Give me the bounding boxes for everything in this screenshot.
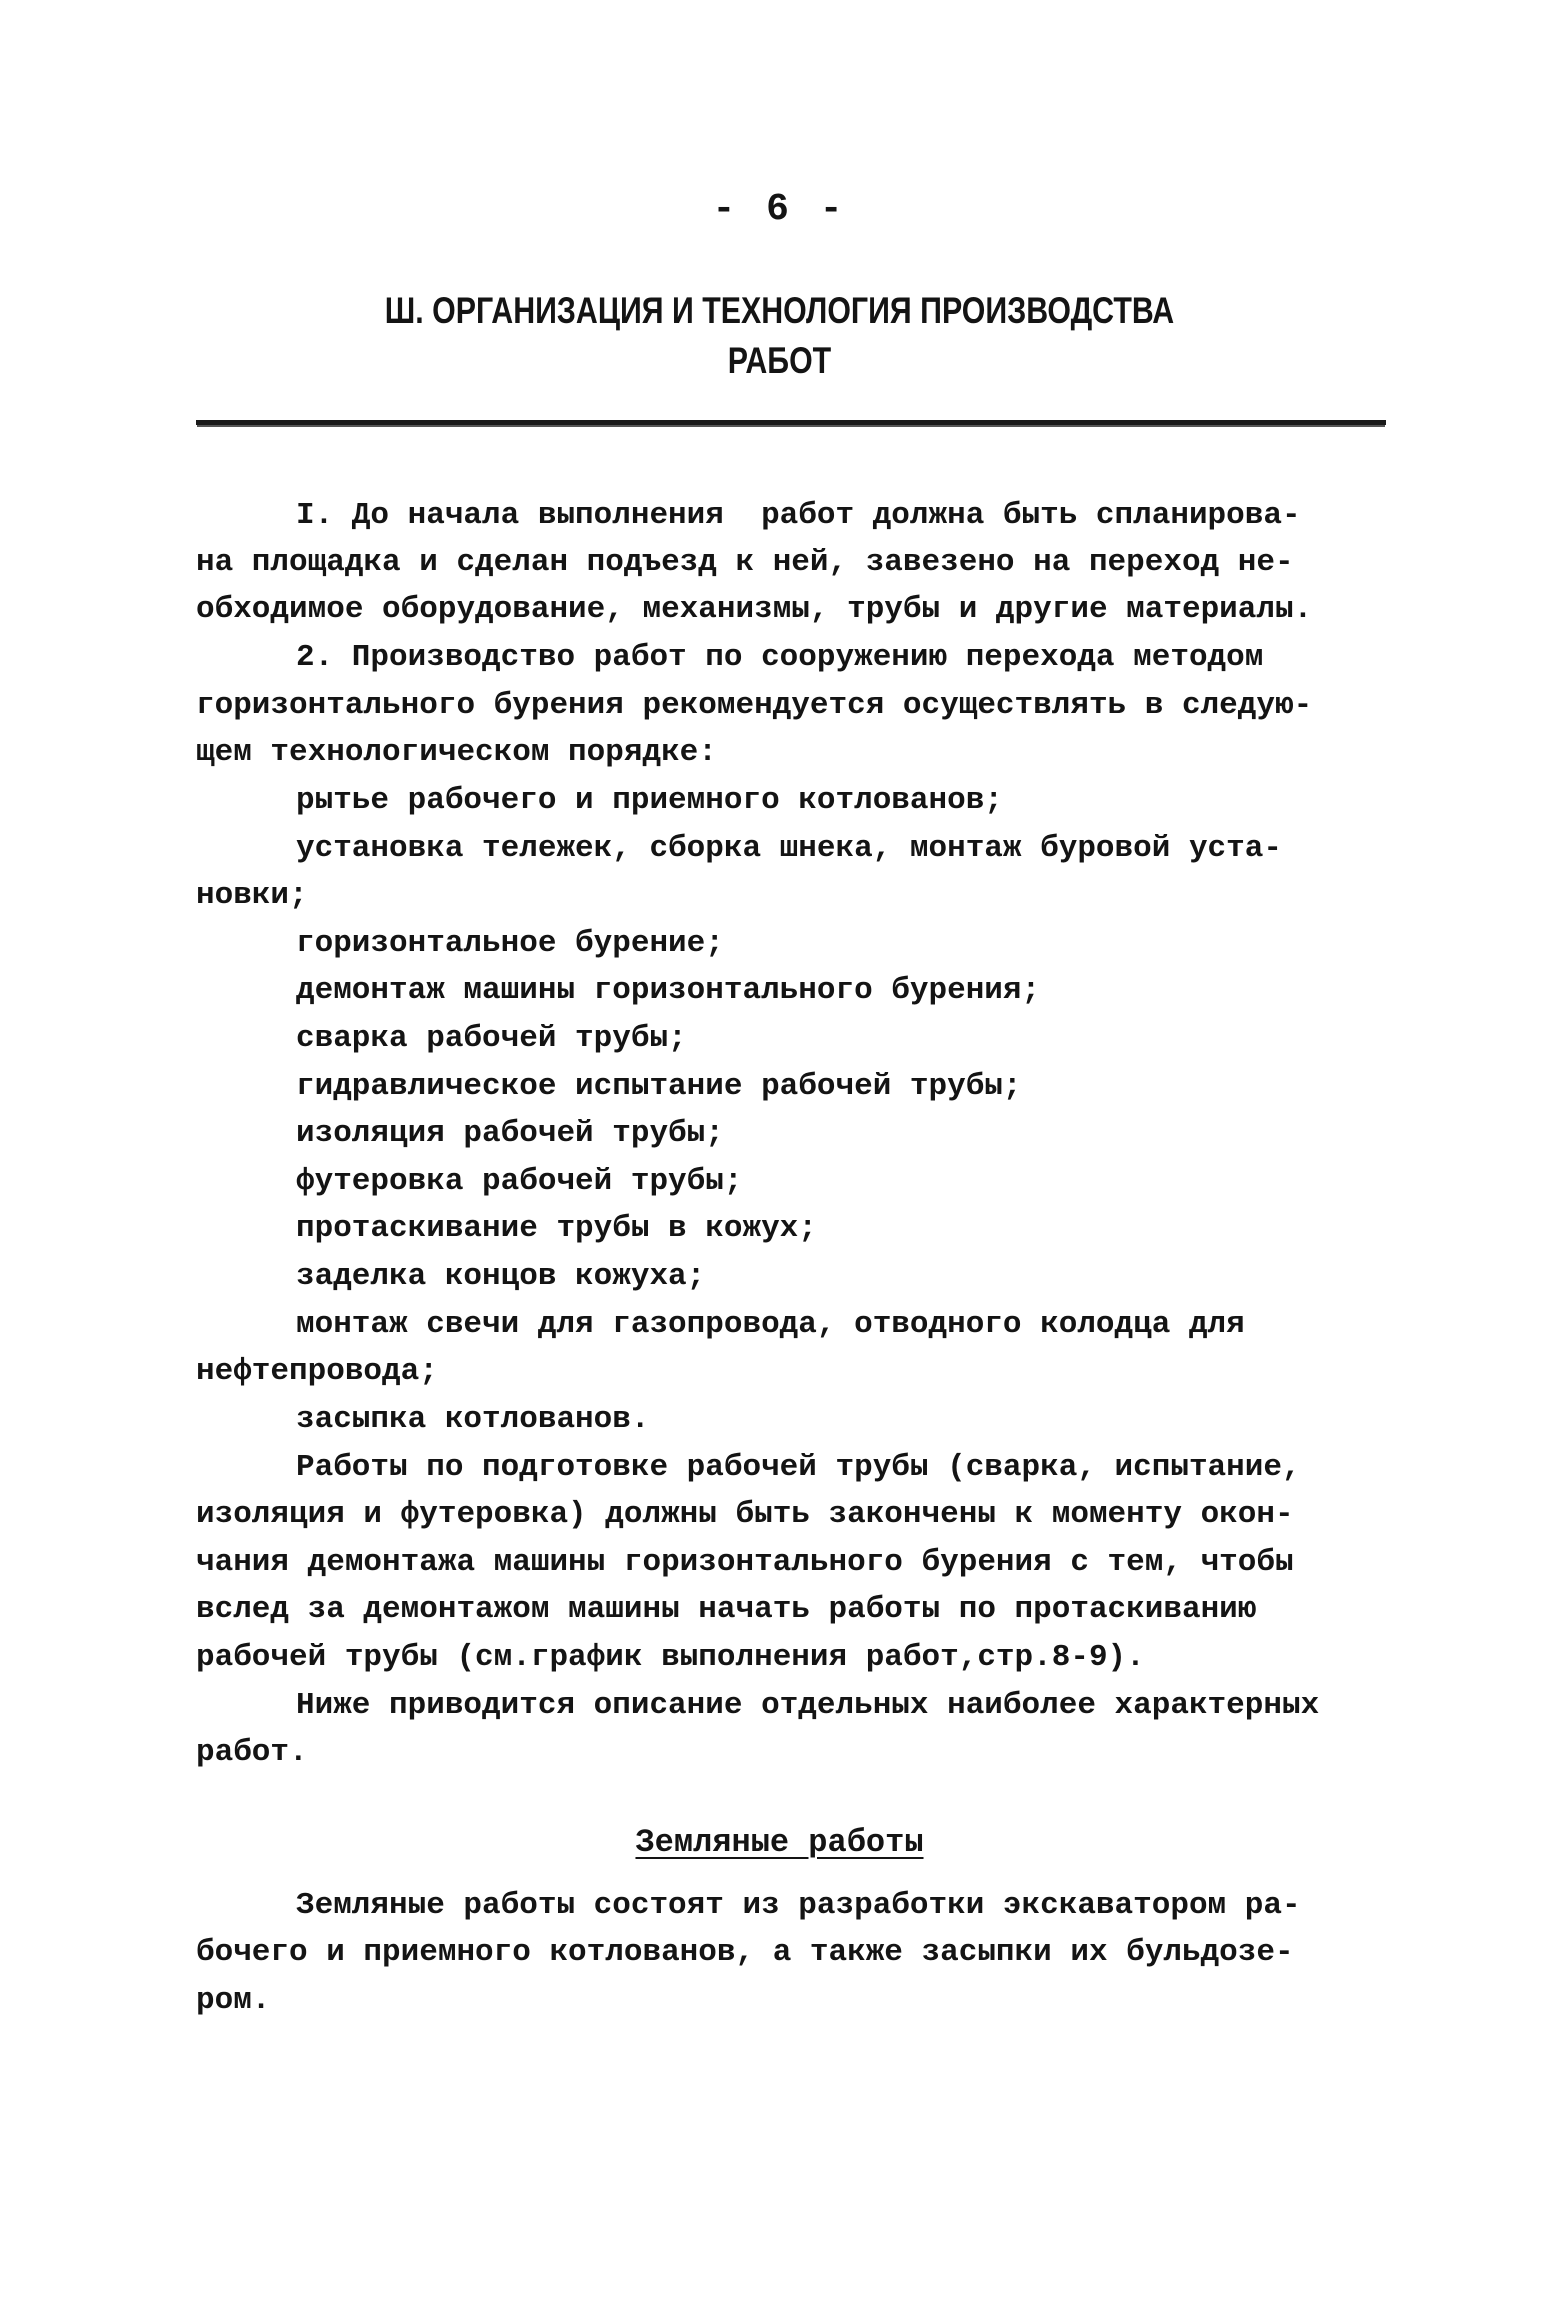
paragraph-line: рабочей трубы (см.график выполнения работ,стр.8-9). [196, 1640, 1145, 1675]
paragraph-line: Ниже приводится описание отдельных наиболее характерных [296, 1688, 1320, 1723]
list-item: изоляция рабочей трубы; [296, 1116, 724, 1151]
paragraph-line: вслед за демонтажом машины начать работы по протаскиванию [196, 1592, 1257, 1627]
paragraph-line: I. До начала выполнения работ должна быть спланирова- [296, 498, 1301, 533]
paragraph-line: изоляция и футеровка) должны быть закончены к моменту окон- [196, 1497, 1294, 1532]
list-item: нефтепровода; [196, 1354, 438, 1389]
list-item: монтаж свечи для газопровода, отводного колодца для [296, 1307, 1245, 1342]
list-item: установка тележек, сборка шнека, монтаж буровой уста- [296, 831, 1282, 866]
subsection-title [0, 1824, 1559, 1861]
paragraph-line: ром. [196, 1983, 271, 2018]
list-item: демонтаж машины горизонтального бурения; [296, 973, 1041, 1008]
paragraph-line: бочего и приемного котлованов, а также засыпки их бульдозе- [196, 1935, 1294, 1970]
paragraph-line: на площадка и сделан подъезд к ней, завезено на переход не- [196, 545, 1294, 580]
paragraph-line: горизонтального бурения рекомендуется осуществлять в следую- [196, 688, 1313, 723]
subsection-title-text: Земляные работы [635, 1824, 924, 1861]
list-item: заделка концов кожуха; [296, 1259, 706, 1294]
list-item: сварка рабочей трубы; [296, 1021, 687, 1056]
paragraph-line: Земляные работы состоят из разработки экскаватором ра- [296, 1888, 1301, 1923]
paragraph-line: щем технологическом порядке: [196, 735, 717, 770]
heading-rule [196, 420, 1386, 425]
section-heading-line-1: Ш. ОРГАНИЗАЦИЯ И ТЕХНОЛОГИЯ ПРОИЗВОДСТВА [384, 290, 1175, 331]
paragraph-line: работ. [196, 1735, 308, 1770]
list-item: гидравлическое испытание рабочей трубы; [296, 1069, 1022, 1104]
paragraph-line: обходимое оборудование, механизмы, трубы и другие материалы. [196, 592, 1313, 627]
page-number: - 6 - [712, 188, 847, 231]
list-item: новки; [196, 878, 308, 913]
section-heading-line-2: РАБОТ [727, 340, 832, 381]
list-item: засыпка котлованов. [296, 1402, 650, 1437]
paragraph-line: 2. Производство работ по сооружению перехода методом [296, 640, 1264, 675]
list-item: рытье рабочего и приемного котлованов; [296, 783, 1003, 818]
paragraph-line: Работы по подготовке рабочей трубы (сварка, испытание, [296, 1450, 1301, 1485]
list-item: горизонтальное бурение; [296, 926, 724, 961]
paragraph-line: чания демонтажа машины горизонтального бурения с тем, чтобы [196, 1545, 1294, 1580]
list-item: протаскивание трубы в кожух; [296, 1211, 817, 1246]
list-item: футеровка рабочей трубы; [296, 1164, 743, 1199]
